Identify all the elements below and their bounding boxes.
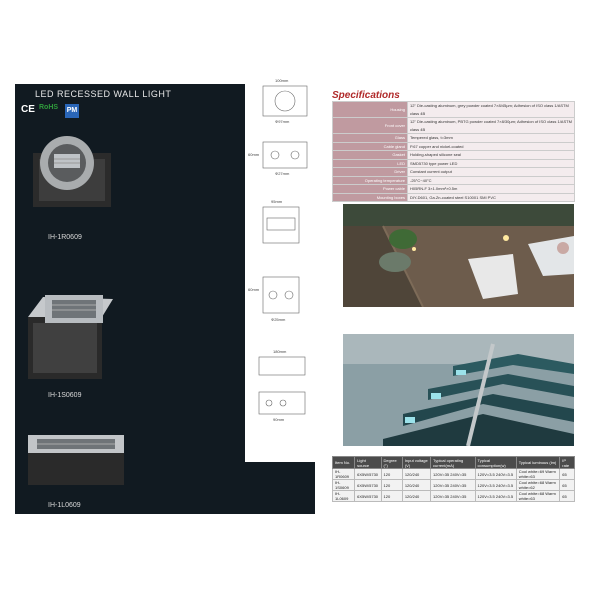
table-cell: 120 [381,469,402,480]
table-row [333,151,575,160]
column-header: IP rate [560,457,575,469]
spec-key: Cable gland [333,142,408,151]
long-light-image [23,429,133,499]
column-header: Degree (°) [381,457,402,469]
column-header: Light source [355,457,381,469]
column-header: Typical consumption(w) [475,457,516,469]
spec-key: Power cable [333,185,408,194]
table-cell: 6X5W/5730 [355,480,381,491]
table-cell: 65 [560,480,575,491]
dimension-drawing [245,72,315,462]
table-cell: 120V=35 240V=35 [431,469,476,480]
spec-key: Front cover [333,118,408,134]
spec-key: Gasket [333,151,408,160]
column-header: Typical operating current(mA) [431,457,476,469]
spec-value: 12" Die-casting aluminum, PBTG powder coated 7×8/30µm; Adhesion of ISO class 1/ASTM class 4B [408,118,575,134]
spec-value: 12" Die-casting aluminum, grey powder coated 7×8/45µm; Adhesion of ISO class 1/ASTM class 4B [408,102,575,118]
table-row [333,142,575,151]
ce-mark: CE [21,104,35,115]
spec-key: Operating temperature [333,176,408,185]
rohs-mark: RoHS [39,104,59,111]
dim-label: 100mm [275,78,289,83]
round-light-image [23,129,123,219]
catalog-title: LED RECESSED WALL LIGHT [35,89,172,99]
model-label: IH-1S0609 [48,392,82,399]
table-row [333,193,575,202]
spec-value: Constant current output [408,168,575,177]
dim-label: Φ27mm [275,171,290,176]
pm-mark: PM [65,104,79,118]
stairs-photo [343,334,574,446]
technical-drawings [245,72,315,462]
table-cell: Cool white=68 Warm white=63 [516,491,560,502]
table-row [333,159,575,168]
dim-label: 95mm [271,199,283,204]
column-header: Typical luminous (lm) [516,457,560,469]
model-label: IH-1R0609 [48,234,82,241]
table-row [333,134,575,143]
spec-value: P.67 copper and nickel-coated [408,142,575,151]
spec-key: Mounting boxes [333,193,408,202]
spec-key: Driver [333,168,408,177]
spec-value: Holding-shaped silicone seal [408,151,575,160]
table-cell: Cool white=69 Warm white=63 [516,469,560,480]
dim-label: 60mm [248,287,260,292]
table-row [333,102,575,118]
table-cell: 6X5W/5730 [355,491,381,502]
model-label: IH-1L0609 [48,502,81,509]
specifications-title: Specifications [332,90,400,101]
table-header [333,457,575,469]
column-header: Item No. [333,457,355,469]
product-table [332,456,575,502]
table-cell: 120V=35 240V=35 [431,491,476,502]
table-cell: 120/240 [402,480,430,491]
spec-value: Tempered glass, t=3mm [408,134,575,143]
table-row [333,168,575,177]
dim-label: Φ97mm [275,119,290,124]
table-row [333,176,575,185]
table-row [333,469,575,480]
square-light-image [23,279,123,384]
spec-value: -25°C~40°C [408,176,575,185]
dim-label: 60mm [248,152,260,157]
table-row [333,185,575,194]
table-cell: 120V=35 240V=35 [431,480,476,491]
specifications-table [332,101,575,202]
table-cell: IH-1S0609 [333,480,355,491]
spec-key: LED [333,159,408,168]
column-header: Input voltage (V) [402,457,430,469]
table-cell: 120 [381,491,402,502]
table-cell: 65 [560,469,575,480]
table-cell: 6X5W/5730 [355,469,381,480]
table-cell: 120/240 [402,469,430,480]
table-cell: 120 [381,480,402,491]
dim-label: 90mm [273,417,285,422]
table-cell: 120/240 [402,491,430,502]
table-cell: 65 [560,491,575,502]
spec-value: DIY-D601, Ga.Zn-coated steel S10001 SMI PVC [408,193,575,202]
spec-key: Housing [333,102,408,118]
table-row [333,480,575,491]
table-cell: IH-1L0609 [333,491,355,502]
spec-value: SMD5730 type power LED [408,159,575,168]
table-row [333,118,575,134]
spec-value: H05RN-F 3×1.0mm²×0.5m [408,185,575,194]
spec-key: Glass [333,134,408,143]
table-cell: 120V=3.5 240V=3.5 [475,469,516,480]
table-cell: Cool white=68 Warm white=62 [516,480,560,491]
dim-label: 180mm [273,349,287,354]
deck-photo [343,204,574,307]
dim-label: Φ25mm [271,317,286,322]
table-row [333,491,575,502]
table-cell: 120V=3.5 240V=3.5 [475,480,516,491]
table-cell: IH-1R0609 [333,469,355,480]
table-cell: 120V=3.5 240V=3.5 [475,491,516,502]
